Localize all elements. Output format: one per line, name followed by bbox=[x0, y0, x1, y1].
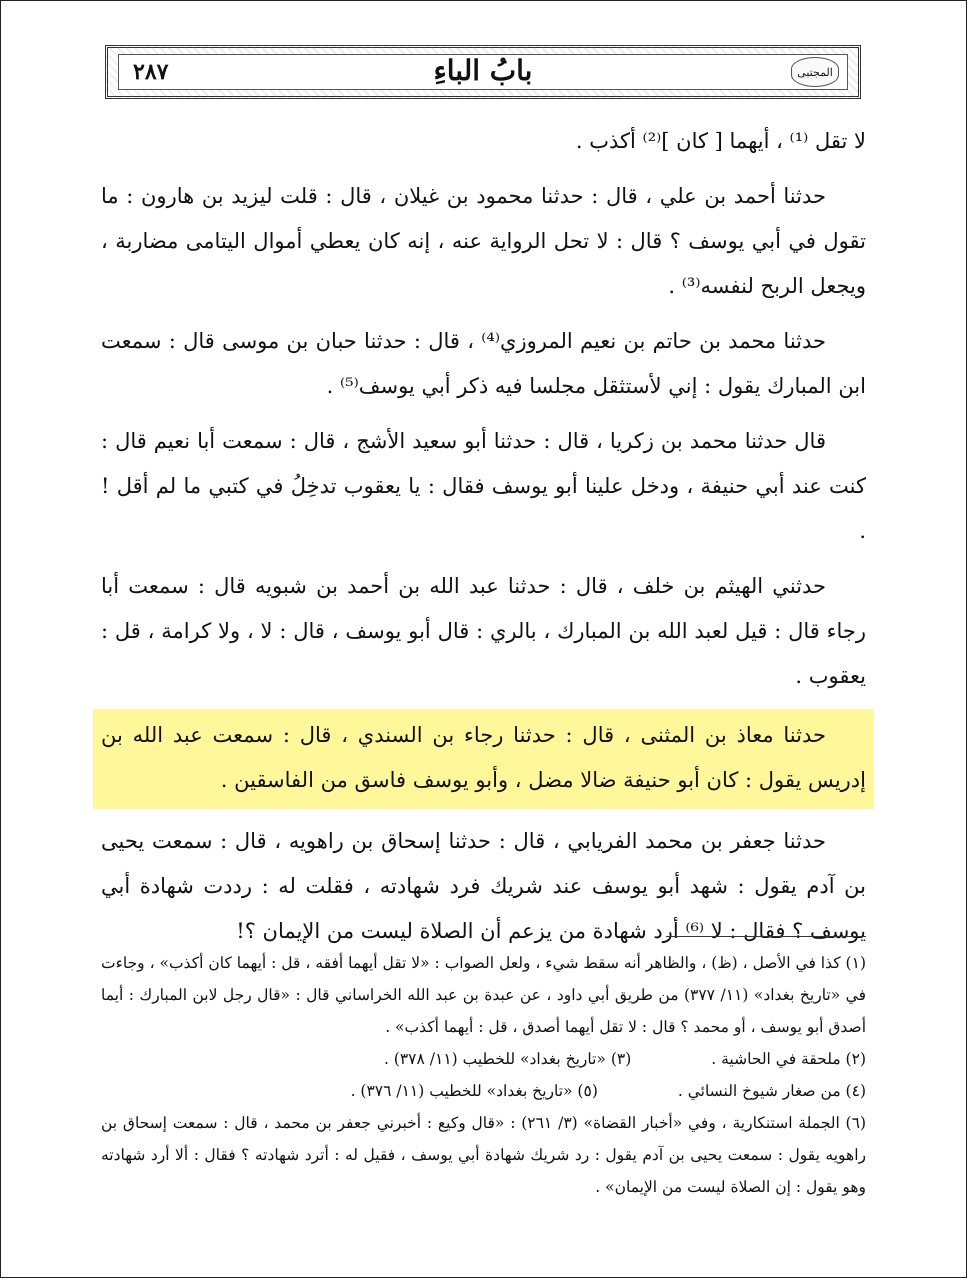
footnote-1: (١) كذا في الأصل ، (ظ) ، والظاهر أنه سقط شيء ، ولعل الصواب : «لا تقل أيهما أفقه ، قل : أيهما كان أكذب» ، وجاءت في «تاريخ بغداد» (١١/ ٣٧٧) من طريق أبي داود ، عن عبدة بن عبد الله الخراساني قال : «قال رجل لابن المبارك : أيما أصدق أبو يوسف ، أو محمد ؟ قال : لا تقل أيهما أصدق ، قل : أيهما أكذب» . bbox=[101, 954, 866, 1036]
footnote-6: (٦) الجملة استنكارية ، وفي «أخبار القضاة» (٣/ ٢٦١) : «قال وكيع : أخبرني جعفر بن محمد ، قال : سمعت إسحاق بن راهويه يقول : سمعت يحيى بن آدم يقول : رد شريك شهادة أبي يوسف ، فقيل له : أترد شهادته ؟ فقال : ألا أرد شهادته وهو يقول : إن الصلاة ليست من الإيمان» . bbox=[101, 1114, 866, 1196]
paragraph-5: حدثني الهيثم بن خلف ، قال : حدثنا عبد الله بن أحمد بن شبويه قال : سمعت أبا رجاء قال : قيل لعبد الله بن المبارك ، بالري : قال أبو يوسف ، قال : لا ، ولا كرامة ، قل : يعقوب . bbox=[101, 574, 866, 688]
paragraph-7: حدثنا جعفر بن محمد الفريابي ، قال : حدثنا إسحاق بن راهويه ، قال : سمعت يحيى بن آدم يقول : شهد أبو يوسف عند شريك فرد شهادته ، فقلت له : رددت شهادة أبي يوسف ؟ فقال : لا ⁽⁶⁾ أرد شهادة من يزعم أن الصلاة ليست من الإيمان ؟! bbox=[101, 829, 866, 943]
header-frame bbox=[118, 54, 848, 90]
paragraph-1: لا تقل ⁽¹⁾ ، أيهما [ كان ]⁽²⁾ أكذب . bbox=[575, 129, 866, 153]
footnote-row-2-3 bbox=[101, 1043, 866, 1075]
highlighted-paragraph: حدثنا معاذ بن المثنى ، قال : حدثنا رجاء بن السندي ، قال : سمعت عبد الله بن إدريس يقول : كان أبو حنيفة ضالا مضل ، وأبو يوسف فاسق من الفاسقين . bbox=[93, 709, 874, 809]
book-logo-text: المجتبى bbox=[797, 65, 833, 79]
chapter-title: بابُ الباءِ bbox=[433, 53, 533, 87]
page-number: ٢٨٧ bbox=[133, 59, 169, 85]
paragraph-4: قال حدثنا محمد بن زكريا ، قال : حدثنا أبو سعيد الأشج ، قال : سمعت أبا نعيم قال : كنت عند أبي حنيفة ، ودخل علينا أبو يوسف فقال : يا يعقوب تدخِلُ في كتبي ما لم أقل ! . bbox=[101, 429, 866, 543]
footnote-4: (٤) من صغار شيوخ النسائي . bbox=[677, 1082, 866, 1100]
footnote-row-4-5 bbox=[101, 1075, 866, 1107]
paragraph-2: حدثنا أحمد بن علي ، قال : حدثنا محمود بن غيلان ، قال : قلت ليزيد بن هارون : ما تقول في أبي يوسف ؟ قال : لا تحل الرواية عنه ، إنه كان يعطي أموال اليتامى مضاربة ، ويجعل الربح لنفسه⁽³⁾ . bbox=[101, 184, 866, 298]
paragraph-3: حدثنا محمد بن حاتم بن نعيم المروزي⁽⁴⁾ ، قال : حدثنا حبان بن موسى قال : سمعت ابن المبارك يقول : إني لأستثقل مجلسا فيه ذكر أبي يوسف⁽⁵⁾ . bbox=[101, 329, 866, 398]
page-header bbox=[105, 45, 861, 99]
main-text bbox=[101, 119, 866, 964]
footnote-2: (٢) ملحقة في الحاشية . bbox=[711, 1050, 866, 1068]
footnote-3: (٣) «تاريخ بغداد» للخطيب (١١/ ٣٧٨) . bbox=[383, 1050, 632, 1068]
footnote-divider bbox=[666, 936, 866, 937]
book-logo bbox=[791, 57, 839, 87]
footnotes bbox=[101, 947, 866, 1203]
footnote-5: (٥) «تاريخ بغداد» للخطيب (١١/ ٣٧٦) . bbox=[350, 1082, 598, 1100]
